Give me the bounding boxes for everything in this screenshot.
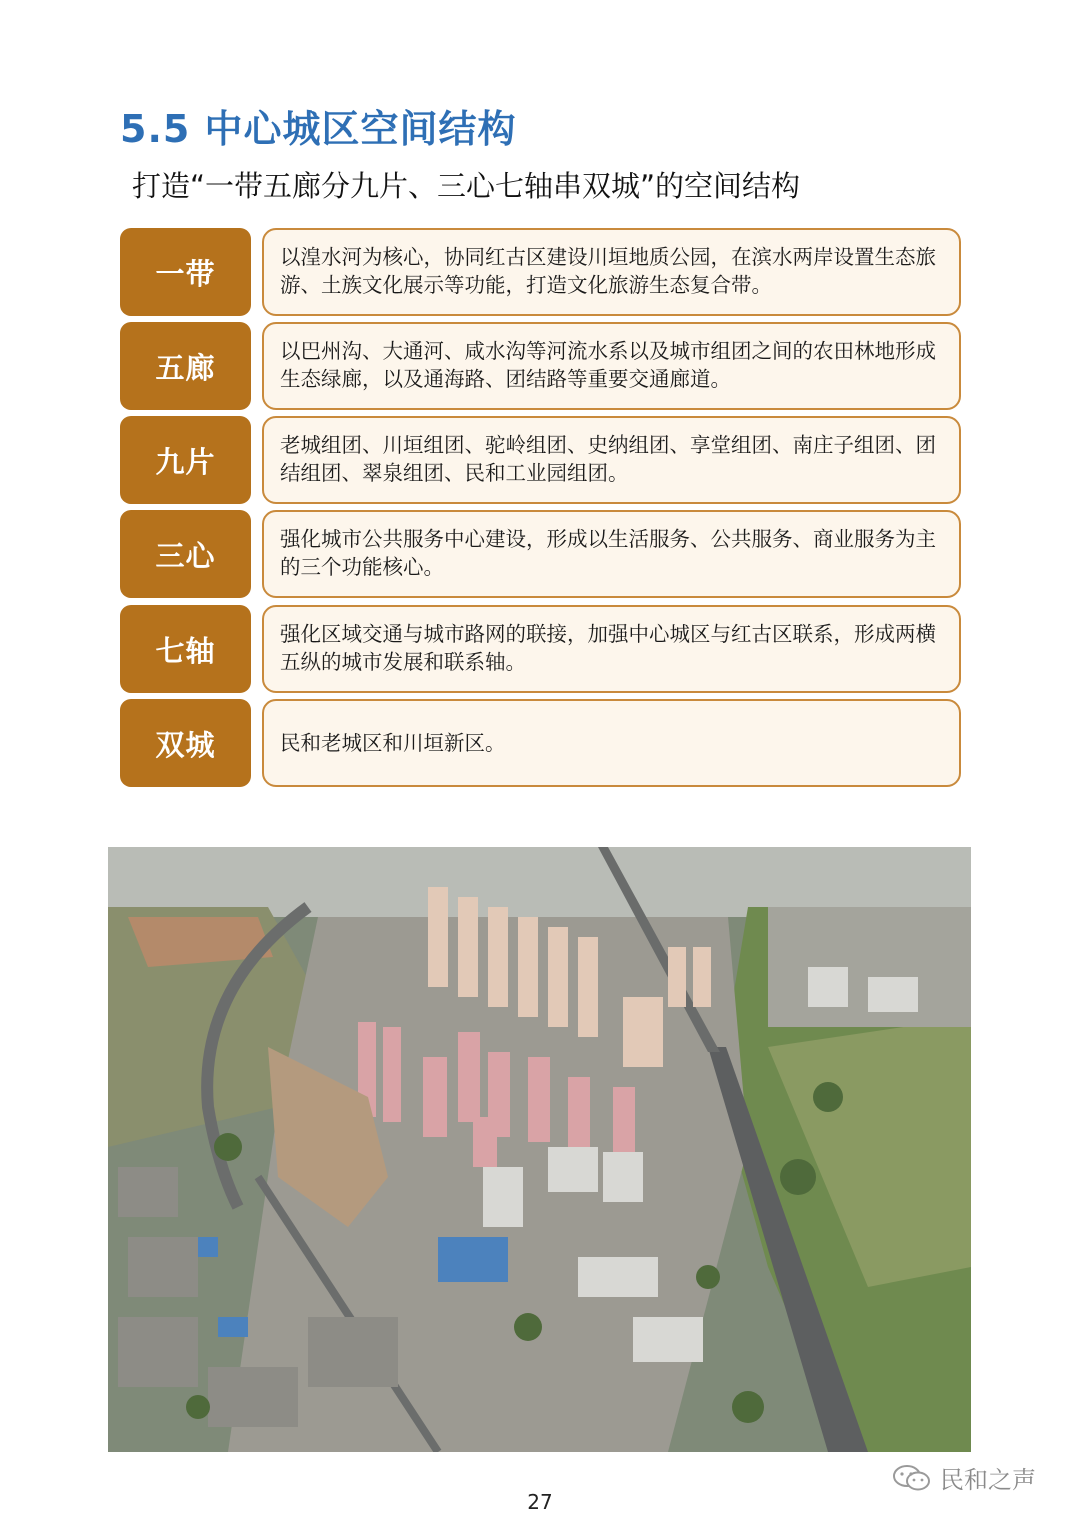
structure-row <box>120 416 962 504</box>
structure-label: 三心 <box>120 510 251 598</box>
structure-label: 五廊 <box>120 322 251 410</box>
structure-row <box>120 322 962 410</box>
structure-description: 强化城市公共服务中心建设，形成以生活服务、公共服务、商业服务为主的三个功能核心。 <box>262 510 961 598</box>
aerial-city-illustration <box>108 847 971 1452</box>
structure-label: 一带 <box>120 228 251 316</box>
structure-description: 以湟水河为核心，协同红古区建设川垣地质公园，在滨水两岸设置生态旅游、土族文化展示等功能，打造文化旅游生态复合带。 <box>262 228 961 316</box>
structure-label: 七轴 <box>120 605 251 693</box>
wechat-icon <box>892 1463 932 1493</box>
structure-row <box>120 605 962 693</box>
aerial-city-photo <box>108 847 971 1452</box>
structure-description: 以巴州沟、大通河、咸水沟等河流水系以及城市组团之间的农田林地形成生态绿廊，以及通海路、团结路等重要交通廊道。 <box>262 322 961 410</box>
structure-row <box>120 699 962 787</box>
structure-label: 九片 <box>120 416 251 504</box>
page-number: 27 <box>527 1490 553 1514</box>
watermark-text: 民和之声 <box>940 1466 1036 1494</box>
structure-label: 双城 <box>120 699 251 787</box>
structure-row <box>120 510 962 598</box>
structure-description: 民和老城区和川垣新区。 <box>262 699 961 787</box>
structure-description: 强化区域交通与城市路网的联接，加强中心城区与红古区联系，形成两横五纵的城市发展和联系轴。 <box>262 605 961 693</box>
structure-description: 老城组团、川垣组团、驼岭组团、史纳组团、享堂组团、南庄子组团、团结组团、翠泉组团、民和工业园组团。 <box>262 416 961 504</box>
section-heading: 5.5 中心城区空间结构 <box>120 107 517 151</box>
section-subtitle: 打造“一带五廊分九片、三心七轴串双城”的空间结构 <box>132 169 801 203</box>
structure-row <box>120 228 962 316</box>
